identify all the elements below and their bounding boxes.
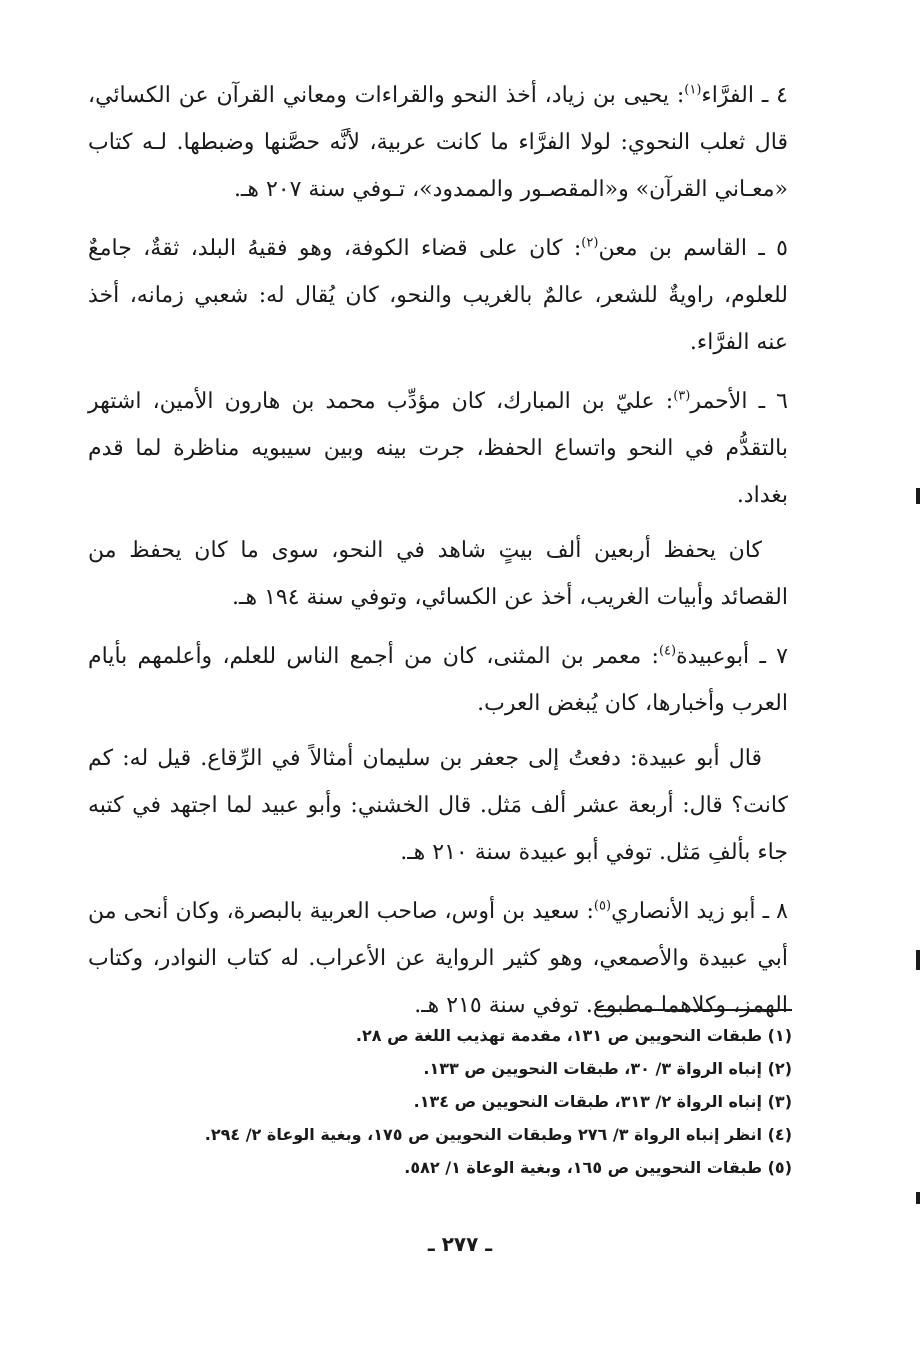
entry-abu-ubayda — [88, 633, 788, 727]
paragraph-abu-ubayda-continued: قال أبو عبيدة: دفعتُ إلى جعفر بن سليمان أمثالاً في الرِّقاع. قيل له: كم كانت؟ قال: أربعة عشر ألف مَثل. قال الخشني: وأبو عبيد لما اجتهد في كتبه جاء بألفِ مَثل. توفي أبو عبيدة سنة ٢١٠ هـ. — [88, 746, 788, 865]
entry-number: ٥ ـ — [758, 236, 788, 261]
entry-name: الأحمر — [690, 389, 748, 414]
entry-number: ٦ ـ — [758, 389, 788, 414]
footnotes — [120, 1019, 792, 1184]
footnote-1: (١) طبقات النحويين ص ١٣١، مقدمة تهذيب اللغة ص ٢٨. — [355, 1026, 792, 1045]
scan-edge-mark — [916, 488, 920, 504]
entry-name: أبوعبيدة — [676, 644, 750, 669]
entry-text: : سعيد بن أوس، صاحب العربية بالبصرة، وكان أنحى من أبي عبيدة والأصمعي، وهو كثير الرواية عن الأعراب. له كتاب النوادر، وكتاب الهمز، وكلاهما مطبوع. توفي سنة ٢١٥ هـ. — [88, 899, 788, 1018]
entry-name: الفرَّاء — [701, 83, 754, 108]
entry-al-farra — [88, 72, 788, 213]
footnote-ref[interactable]: (٤) — [658, 643, 677, 659]
footnote-ref[interactable]: (٣) — [673, 388, 691, 404]
footnote-divider — [597, 1009, 792, 1011]
main-text — [88, 72, 788, 1041]
entry-text: : يحيى بن زياد، أخذ النحو والقراءات ومعاني القرآن عن الكسائي، قال ثعلب النحوي: لولا الفرَّاء ما كانت عربية، لأنَّه حصَّنها وضبطها. لـه كتاب «معـاني القرآن» و«المقصـور والممدود»، تـوفي سنة ٢٠٧ هـ. — [88, 83, 788, 202]
footnote-5: (٥) طبقات النحويين ص ١٦٥، وبغية الوعاة ١/ ٥٨٢. — [404, 1158, 792, 1177]
entry-al-qasim — [88, 225, 788, 366]
footnote-4: (٤) انظر إنباه الرواة ٣/ ٢٧٦ وطبقات النحويين ص ١٧٥، وبغية الوعاة ٢/ ٢٩٤. — [204, 1125, 792, 1144]
scan-edge-mark — [916, 950, 920, 970]
entry-abu-zayd — [88, 888, 788, 1029]
entry-number: ٨ ـ — [762, 899, 788, 924]
entry-text: : عليّ بن المبارك، كان مؤدِّب محمد بن هارون الأمين، اشتهر بالتقدُّم في النحو واتساع الحفظ، جرت بينه وبين سيبويه مناظرة لما قدم بغداد. — [88, 389, 788, 508]
footnote-2: (٢) إنباه الرواة ٣/ ٣٠، طبقات النحويين ص ١٣٣. — [423, 1059, 792, 1078]
footnote-3: (٣) إنباه الرواة ٢/ ٣١٣، طبقات النحويين ص ١٣٤. — [413, 1092, 792, 1111]
entry-text: : كان على قضاء الكوفة، وهو فقيهُ البلد، ثقةٌ، جامعٌ للعلوم، راويةٌ للشعر، عالمٌ بالغريب والنحو، كان يُقال له: شعبي زمانه، أخذ عنه الفرَّاء. — [88, 236, 788, 355]
page-number: ـ ٢٧٧ ـ — [427, 1232, 493, 1256]
entry-name: القاسم بن معن — [598, 236, 747, 261]
entry-number: ٧ ـ — [759, 644, 788, 669]
paragraph-al-ahmar-continued: كان يحفظ أربعين ألف بيتٍ شاهد في النحو، سوى ما كان يحفظ من القصائد وأبيات الغريب، أخذ عن الكسائي، وتوفي سنة ١٩٤ هـ. — [88, 538, 788, 610]
entry-number: ٤ ـ — [761, 83, 788, 108]
entry-text: : معمر بن المثنى، كان من أجمع الناس للعلم، وأعلمهم بأيام العرب وأخبارها، كان يُبغض العرب. — [88, 644, 788, 716]
footnote-ref[interactable]: (٥) — [593, 898, 612, 914]
scan-edge-mark — [916, 1192, 920, 1204]
entry-al-ahmar — [88, 378, 788, 519]
entry-name: أبو زيد الأنصاري — [611, 899, 756, 924]
footnote-ref[interactable]: (١) — [684, 82, 702, 98]
footnote-ref[interactable]: (٢) — [581, 235, 599, 251]
